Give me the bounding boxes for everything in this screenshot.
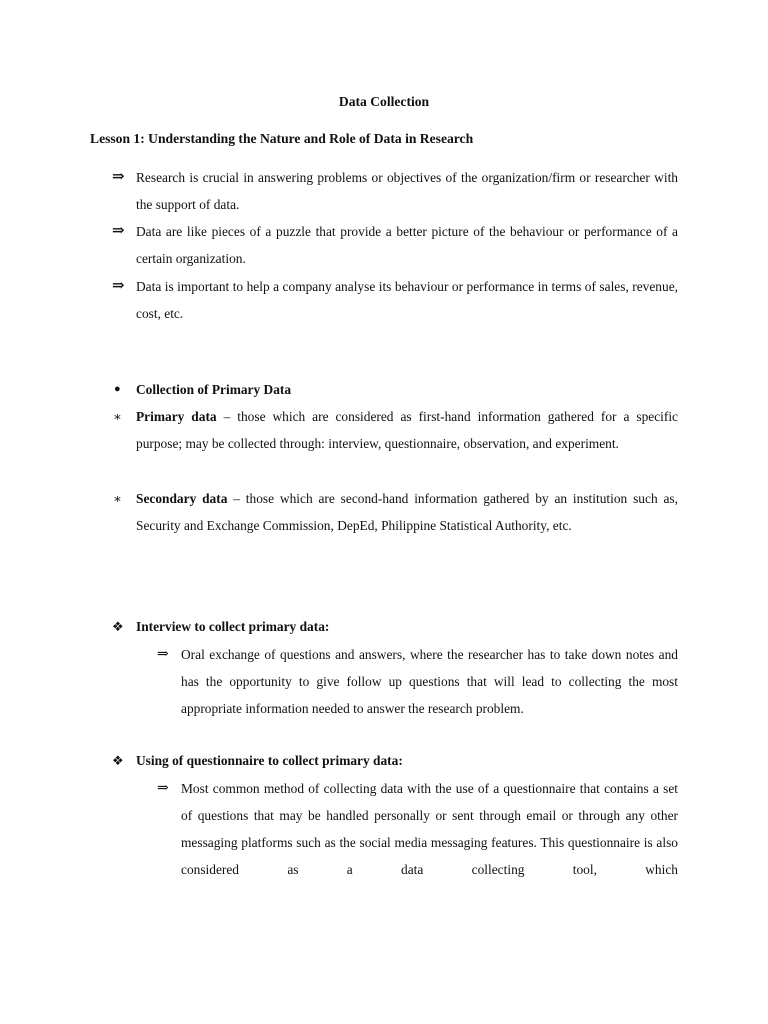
method-heading-text: Using of questionnaire to collect primary data: (136, 753, 403, 768)
method-description-text: Most common method of collecting data with the use of a questionnaire that contains a set of questions that may be handled personally or sent through email or through any other messaging platforms such as the social media messaging features. This questionnaire is also considered as a data collecting tool, which (181, 781, 678, 877)
definition-body: – those which are considered as first-hand information gathered for a specific purpose; may be collected through: interview, questionnaire, observation, and experiment. (136, 409, 678, 451)
double-arrow-icon: ⇒ (157, 647, 169, 662)
intro-point-text: Data is important to help a company analyse its behaviour or performance in terms of sales, revenue, cost, etc. (136, 279, 678, 321)
definition-item (112, 485, 678, 539)
lesson-heading: Lesson 1: Understanding the Nature and Role of Data in Research (90, 131, 474, 146)
double-arrow-icon: ⇒ (157, 781, 169, 796)
method-heading-text: Interview to collect primary data: (136, 619, 330, 634)
definition-term: Secondary data (136, 491, 228, 506)
diamond-bullet-icon: ❖ (112, 753, 124, 768)
bullet-dot-icon: ● (114, 383, 121, 395)
intro-point (112, 218, 678, 272)
page-title: Data Collection (338, 94, 430, 109)
diamond-bullet-icon: ❖ (112, 619, 124, 634)
intro-point (112, 164, 678, 218)
asterisk-icon: ∗ (113, 409, 122, 424)
double-arrow-icon: ⇒ (112, 223, 125, 239)
intro-point-text: Data are like pieces of a puzzle that provide a better picture of the behaviour or performance of a certain organization. (136, 224, 678, 266)
definition-text (136, 403, 678, 457)
method-heading (112, 747, 678, 774)
definition-item (112, 403, 678, 457)
double-arrow-icon: ⇒ (112, 278, 125, 294)
definition-term: Primary data (136, 409, 217, 424)
asterisk-icon: ∗ (113, 491, 122, 506)
method-description (157, 775, 678, 883)
intro-point-text: Research is crucial in answering problems or objectives of the organization/firm or researcher with the support of data. (136, 170, 678, 212)
double-arrow-icon: ⇒ (112, 169, 125, 185)
definition-text (136, 485, 678, 539)
intro-point (112, 273, 678, 327)
section-heading-text: Collection of Primary Data (136, 382, 292, 397)
section-heading-primary (112, 376, 678, 403)
definition-body: – those which are second-hand information gathered by an institution such as, Security and Exchange Commission, DepEd, Philippine Statistical Authority, etc. (136, 491, 678, 533)
method-description-text: Oral exchange of questions and answers, where the researcher has to take down notes and has the opportunity to give follow up questions that will lead to collecting the most appropriate information needed to answer the research problem. (181, 647, 678, 716)
method-description (157, 641, 678, 722)
method-heading (112, 613, 678, 640)
